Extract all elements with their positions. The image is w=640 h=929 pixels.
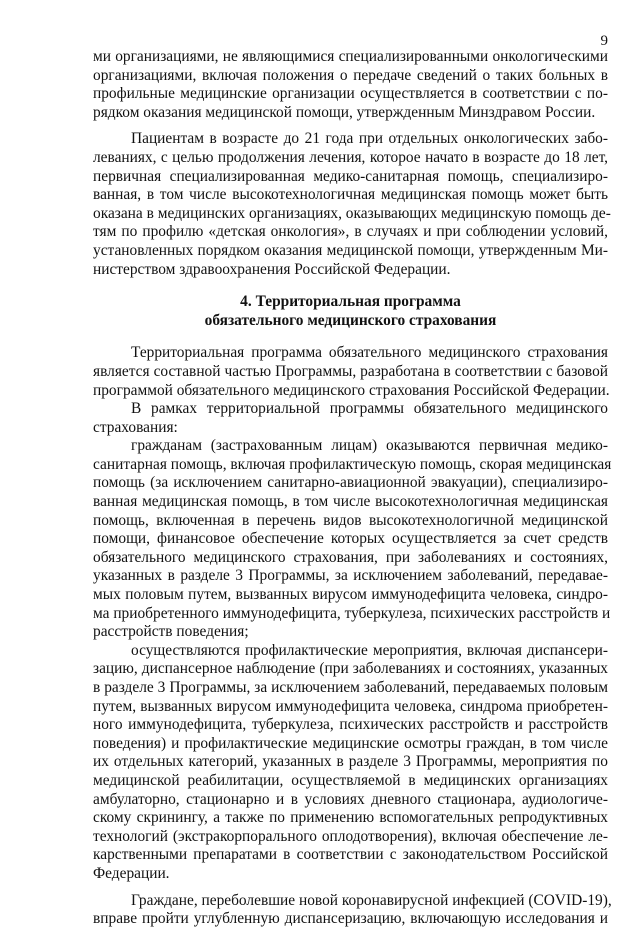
text-line: оказана в медицинских организациях, оказывающих медицинскую помощь де- — [93, 204, 611, 222]
text-line: в разделе 3 Программы, за исключением заболеваний, передаваемых половым — [93, 679, 608, 696]
text-line: Территориальная программа обязательного медицинского страхования — [131, 344, 608, 362]
paragraph — [93, 130, 611, 279]
text-line: зацию, диспансерное наблюдение (при заболеваниях и состояниях, указанных — [93, 660, 608, 678]
text-line: профильные медицинские организации осуществляется в соответствии с по- — [93, 85, 608, 103]
text-line: ма приобретенного иммунодефицита, туберкулеза, психических расстройств и — [93, 604, 611, 622]
text-line: поведения) и профилактические медицинские осмотры граждан, в том числе — [93, 734, 608, 752]
text-line: Граждане, переболевшие новой коронавирусной инфекцией (COVID-19), — [131, 891, 612, 909]
paragraph — [93, 642, 608, 884]
text-line: рядком оказания медицинской помощи, утвержденным Минздравом России. — [93, 103, 596, 121]
text-line: Пациентам в возрасте до 21 года при отдельных онкологических забо- — [131, 130, 608, 148]
paragraph — [93, 344, 608, 400]
text-line: установленных порядком оказания медицинской помощи, утвержденным Ми- — [93, 241, 608, 259]
text-line: мых половым путем, вызванных вирусом иммунодефицита человека, синдро- — [93, 586, 608, 604]
text-line: ми организациями, не являющимися специализированными онкологическими — [93, 48, 608, 65]
text-line: их отдельных категорий, указанных в разделе 3 Программы, мероприятия по — [93, 753, 608, 771]
document-body — [93, 48, 612, 929]
paragraph — [93, 400, 608, 437]
text-line: амбулаторно, стационарно и в условиях дневного стационара, аудиологиче- — [93, 790, 608, 808]
text-line: страхования: — [93, 418, 178, 436]
text-line: помощь (за исключением санитарно-авиационной эвакуации), специализиро- — [93, 474, 608, 492]
text-line: гражданам (застрахованным лицам) оказываются первичная медико- — [131, 437, 608, 455]
text-line: В рамках территориальной программы обязательного медицинского — [131, 400, 608, 418]
text-line: технологий (экстракорпорального оплодотворения), включая обеспечение ле- — [93, 827, 608, 845]
text-line: путем, вызванных вирусом иммунодефицита человека, синдрома приобретен- — [93, 697, 608, 715]
text-line: медицинской реабилитации, осуществляемой в медицинских организациях — [93, 771, 608, 789]
text-line: организациями, включая положения о передаче сведений о таких больных в — [93, 66, 608, 84]
text-line: ного иммунодефицита, туберкулеза, психических расстройств и расстройств — [93, 716, 608, 734]
paragraph — [93, 437, 612, 642]
section-heading — [93, 293, 608, 330]
page-number: 9 — [600, 33, 608, 49]
text-line: нистерством здравоохранения Российской Федерации. — [93, 260, 451, 278]
text-line: указанных в разделе 3 Программы, за исключением заболеваний, передавае- — [93, 567, 608, 585]
paragraph — [93, 891, 612, 929]
text-line: осуществляются профилактические мероприятия, включая диспансери- — [131, 641, 608, 659]
heading-line: 4. Территориальная программа — [240, 293, 461, 311]
text-line: первичная специализированная медико-санитарная помощь, специализиро- — [93, 167, 608, 185]
text-line: ванная медицинская помощь, в том числе высокотехнологичная медицинская — [93, 493, 608, 511]
text-line: программой обязательного медицинского страхования Российской Федерации. — [93, 381, 610, 399]
text-line: Федерации. — [93, 864, 170, 882]
text-line: скому скринингу, а также по применению вспомогательных репродуктивных — [93, 809, 608, 827]
text-line: санитарная помощь, включая профилактическую помощь, скорая медицинская — [93, 455, 612, 473]
text-line: является составной частью Программы, разработана в соответствии с базовой — [93, 362, 608, 380]
text-line: расстройств поведения; — [93, 623, 249, 641]
text-line: ванная, в том числе высокотехнологичная медицинская помощь может быть — [93, 186, 608, 204]
text-line: обязательного медицинского страхования, при заболеваниях и состояниях, — [93, 548, 608, 566]
text-line: леваниях, с целью продолжения лечения, которое начато в возрасте до 18 лет, — [93, 148, 608, 166]
text-line: помощь, включенная в перечень видов высокотехнологичной медицинской — [93, 511, 608, 529]
text-line: карственными препаратами в соответствии с законодательством Российской — [93, 846, 608, 864]
text-line: тям по профилю «детская онкология», в случаях и при соблюдении условий, — [93, 223, 608, 241]
paragraph — [93, 48, 608, 122]
text-line: помощи, финансовое обеспечение которых осуществляется за счет средств — [93, 530, 608, 548]
text-line: вправе пройти углубленную диспансеризацию, включающую исследования и — [93, 910, 608, 928]
heading-line: обязательного медицинского страхования — [204, 311, 497, 329]
